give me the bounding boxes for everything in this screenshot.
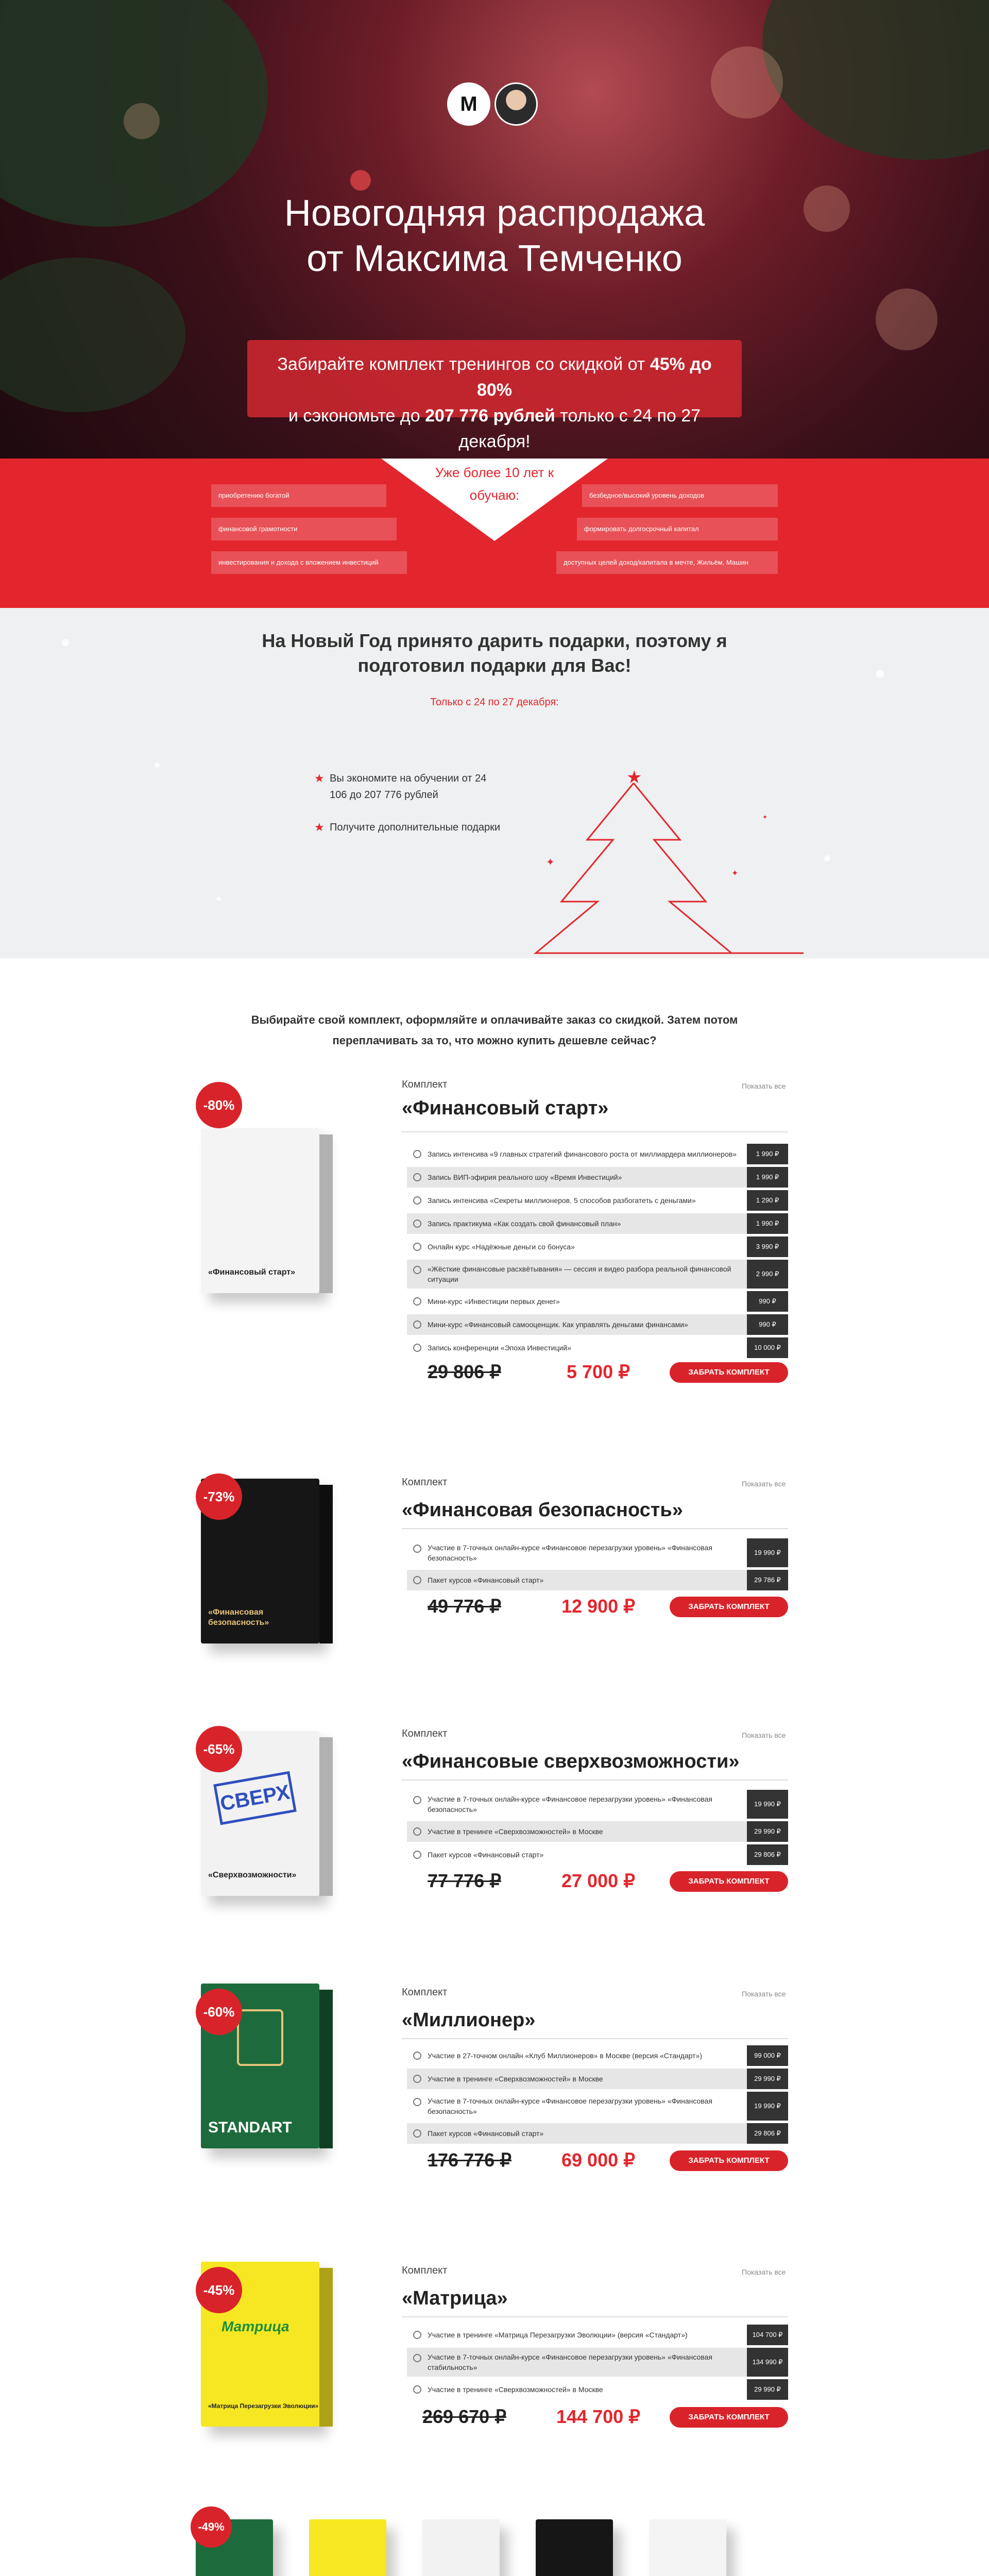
price-cell: 104 700 ₽ bbox=[747, 2325, 788, 2345]
info-icon bbox=[413, 2354, 421, 2362]
info-icon bbox=[413, 2098, 421, 2106]
price-cell: 29 786 ₽ bbox=[747, 1570, 788, 1590]
offer-text: только с 24 по 27 декабря! bbox=[458, 406, 701, 451]
offer-text: Забирайте комплект тренингов со скидкой от bbox=[277, 354, 650, 374]
ornament-ball bbox=[350, 170, 371, 191]
list-item bbox=[407, 2348, 747, 2377]
logo[interactable]: M bbox=[447, 82, 490, 126]
show-all-link[interactable]: Показать все bbox=[742, 1731, 786, 1739]
discount-badge: -45% bbox=[196, 2267, 242, 2313]
kit-label: Комплект bbox=[402, 2265, 448, 2276]
info-icon bbox=[413, 1219, 421, 1228]
product-box bbox=[649, 2519, 726, 2576]
new-price: 69 000 ₽ bbox=[561, 2149, 636, 2171]
list-item-text: Запись интенсива «Секреты миллионеров. 5 способов разбогатеть с деньгами» bbox=[428, 1196, 696, 1205]
info-icon bbox=[413, 1150, 421, 1158]
kit-label: Комплект bbox=[402, 1079, 448, 1090]
gift-text: Получите дополнительные подарки bbox=[330, 822, 501, 833]
box-label: «Финансовая безопасность» bbox=[208, 1608, 269, 1627]
svg-text:★: ★ bbox=[626, 768, 642, 787]
list-item-text: Запись практикума «Как создать свой финансовый план» bbox=[428, 1219, 621, 1228]
skill-tag: финансовой грамотности bbox=[211, 518, 397, 540]
list-item bbox=[407, 1260, 747, 1289]
star-icon: ★ bbox=[314, 821, 325, 834]
list-item bbox=[407, 1144, 747, 1164]
snowflake bbox=[155, 762, 160, 768]
price-cell: 29 806 ₽ bbox=[747, 1844, 788, 1865]
list-item bbox=[407, 1291, 747, 1312]
list-item bbox=[407, 1167, 747, 1188]
skill-tag: формировать долгосрочный капитал bbox=[577, 518, 778, 540]
bokeh-light bbox=[876, 289, 937, 350]
title-line: Новогодняя распродажа bbox=[284, 193, 705, 234]
list-item bbox=[407, 1538, 747, 1567]
box-label: «Сверхвозможности» bbox=[208, 1871, 297, 1879]
product-box bbox=[201, 1128, 319, 1293]
experience-text: Уже более 10 лет к обучаю: bbox=[435, 465, 554, 503]
svg-text:✦: ✦ bbox=[546, 857, 555, 868]
info-icon bbox=[413, 1196, 421, 1205]
list-item-text: «Жёсткие финансовые расхвётывания» — сессия и видео разбора реальной финансовой ситуации bbox=[428, 1265, 731, 1283]
christmas-tree-icon bbox=[515, 762, 824, 963]
svg-text:✦: ✦ bbox=[762, 814, 768, 821]
list-item bbox=[407, 1337, 747, 1358]
list-item-text: Запись ВИП-эфирия реального шоу «Время Инвестиций» bbox=[428, 1173, 622, 1181]
take-kit-button[interactable]: ЗАБРАТЬ КОМПЛЕКТ bbox=[670, 2150, 788, 2171]
list-item-text: Участие в тренинге «Сверхвозможностей» в Москве bbox=[428, 2385, 603, 2394]
divider bbox=[402, 1131, 788, 1132]
bokeh-light bbox=[711, 46, 783, 118]
kits-intro: Выбирайте свой комплект, оформляйте и оплачивайте заказ со скидкой. Затем потом переплачивать за то, что можно купить дешевле сейчас? bbox=[251, 1013, 738, 1047]
list-item-text: Запись интенсива «9 главных стратегий финансового роста от миллиардера миллионеров» bbox=[428, 1150, 737, 1158]
skill-tag: приобретению богатой bbox=[211, 484, 386, 507]
list-item bbox=[407, 1190, 747, 1211]
star-icon: ★ bbox=[314, 772, 325, 785]
list-item-text: Мини-курс «Инвестиции первых денег» bbox=[428, 1297, 560, 1306]
new-price: 5 700 ₽ bbox=[567, 1361, 630, 1382]
list-item-text: Участие в тренинге «Сверхвозможностей» в Москве bbox=[428, 2075, 603, 2083]
divider bbox=[402, 2038, 788, 2039]
tree-branch bbox=[762, 0, 989, 160]
kit-name: «Миллионер» bbox=[402, 2009, 536, 2031]
list-item bbox=[407, 1570, 747, 1590]
price-cell: 1 990 ₽ bbox=[747, 1213, 788, 1234]
gift-text: Вы экономите на обучении от 24 106 до 207 776 рублей bbox=[330, 773, 487, 801]
take-kit-button[interactable]: ЗАБРАТЬ КОМПЛЕКТ bbox=[670, 1597, 788, 1617]
tree-branch bbox=[0, 258, 185, 412]
crest-icon bbox=[237, 2009, 283, 2066]
gifts-date: Только с 24 по 27 декабря: bbox=[430, 697, 559, 708]
list-item bbox=[407, 2325, 747, 2345]
list-item bbox=[407, 2379, 747, 2400]
price-cell: 19 990 ₽ bbox=[747, 1538, 788, 1567]
snowflake bbox=[216, 896, 221, 901]
list-item-text: Запись конференции «Эпоха Инвестиций» bbox=[428, 1344, 571, 1352]
price-cell: 29 806 ₽ bbox=[747, 2123, 788, 2144]
page-title bbox=[185, 191, 804, 281]
kit-name: «Финансовые сверхвозможности» bbox=[402, 1751, 740, 1772]
info-icon bbox=[413, 1173, 421, 1181]
kit-name: «Матрица» bbox=[402, 2287, 508, 2309]
skill-tag: доступных целей доход/капитала в мечте, Жильём, Машин bbox=[556, 551, 778, 574]
offer-discount: 45% до 80% bbox=[476, 354, 712, 400]
title-line: от Максима Темченко bbox=[306, 238, 683, 279]
divider bbox=[402, 2316, 788, 2317]
price-cell: 134 990 ₽ bbox=[747, 2348, 788, 2377]
price-cell: 990 ₽ bbox=[747, 1291, 788, 1312]
divider bbox=[402, 1780, 788, 1781]
list-item-text: Участие в 7-точных онлайн-курсе «Финансовое перезагрузки уровень» «Финансовая стабильность» bbox=[428, 2353, 712, 2371]
price-cell: 29 990 ₽ bbox=[747, 2069, 788, 2089]
info-icon bbox=[413, 1851, 421, 1859]
new-price: 144 700 ₽ bbox=[556, 2406, 641, 2427]
list-item-text: Участие в 7-точных онлайн-курсе «Финансовое перезагрузки уровень» «Финансовая безопасность» bbox=[428, 1795, 712, 1814]
discount-badge: -49% bbox=[191, 2506, 232, 2548]
box-label: «Финансовый старт» bbox=[208, 1268, 295, 1277]
svg-text:✦: ✦ bbox=[731, 869, 739, 878]
info-icon bbox=[413, 1576, 421, 1584]
kit-label: Комплект bbox=[402, 1728, 448, 1739]
skill-tag: безбедное/высокий уровень доходов bbox=[582, 484, 778, 507]
stamp-icon: СВЕРХ bbox=[213, 1771, 297, 1825]
bokeh-light bbox=[804, 185, 850, 232]
list-item bbox=[407, 1314, 747, 1335]
price-cell: 990 ₽ bbox=[747, 1314, 788, 1335]
info-icon bbox=[413, 2331, 421, 2339]
kit-name: «Финансовая безопасность» bbox=[402, 1499, 683, 1521]
snowflake bbox=[824, 855, 830, 861]
kit-name: «Финансовый старт» bbox=[402, 1097, 609, 1119]
info-icon bbox=[413, 1545, 421, 1553]
list-item bbox=[407, 2069, 747, 2089]
info-icon bbox=[413, 1243, 421, 1251]
discount-badge: -80% bbox=[196, 1082, 242, 1128]
list-item-text: Участие в тренинге «Матрица Перезагрузки Эволюции» (версия «Стандарт») bbox=[428, 2331, 688, 2339]
info-icon bbox=[413, 1297, 421, 1306]
price-cell: 19 990 ₽ bbox=[747, 2092, 788, 2121]
product-box bbox=[536, 2519, 613, 2576]
offer-text: и сэкономьте до bbox=[288, 406, 425, 426]
info-icon bbox=[413, 1320, 421, 1329]
snowflake bbox=[876, 670, 884, 678]
snowflake bbox=[62, 639, 69, 646]
old-price: 176 776 ₽ bbox=[428, 2149, 512, 2171]
divider bbox=[402, 1528, 788, 1529]
list-item-text: Участие в тренинге «Сверхвозможностей» в Москве bbox=[428, 1827, 603, 1836]
discount-badge: -73% bbox=[196, 1473, 242, 1520]
take-kit-button[interactable]: ЗАБРАТЬ КОМПЛЕКТ bbox=[670, 2407, 788, 2428]
take-kit-button[interactable]: ЗАБРАТЬ КОМПЛЕКТ bbox=[670, 1871, 788, 1892]
offer-savings: 207 776 рублей bbox=[425, 406, 555, 426]
new-price: 12 900 ₽ bbox=[561, 1596, 636, 1617]
old-price: 49 776 ₽ bbox=[428, 1596, 502, 1617]
info-icon bbox=[413, 2052, 421, 2060]
info-icon bbox=[413, 1344, 421, 1352]
info-icon bbox=[413, 2385, 421, 2394]
kit-label: Комплект bbox=[402, 1987, 448, 1998]
list-item-text: Онлайн курс «Надёжные деньги со бонуса» bbox=[428, 1243, 575, 1251]
price-cell: 29 990 ₽ bbox=[747, 2379, 788, 2400]
price-cell: 99 000 ₽ bbox=[747, 2045, 788, 2066]
list-item-text: Участие в 7-точных онлайн-курсе «Финансовое перезагрузки уровень» «Финансовая безопасность» bbox=[428, 2097, 712, 2115]
list-item-text: Пакет курсов «Финансовый старт» bbox=[428, 1576, 544, 1584]
box-logo: Матрица bbox=[221, 2318, 289, 2334]
new-price: 27 000 ₽ bbox=[561, 1870, 636, 1891]
offer-box bbox=[247, 340, 742, 451]
price-cell: 2 990 ₽ bbox=[747, 1260, 788, 1289]
info-icon bbox=[413, 1266, 421, 1274]
info-icon bbox=[413, 1827, 421, 1836]
price-cell: 1 290 ₽ bbox=[747, 1190, 788, 1211]
list-item bbox=[407, 2045, 747, 2066]
bokeh-light bbox=[124, 103, 160, 139]
skill-tag: инвестирования и дохода с вложением инвестиций bbox=[211, 551, 407, 574]
take-kit-button[interactable]: ЗАБРАТЬ КОМПЛЕКТ bbox=[670, 1362, 788, 1383]
discount-badge: -60% bbox=[196, 1989, 242, 2035]
info-icon bbox=[413, 2129, 421, 2138]
list-item-text: Мини-курс «Финансовый самооценщик. Как управлять деньгами финансами» bbox=[428, 1320, 688, 1329]
old-price: 269 670 ₽ bbox=[422, 2406, 507, 2427]
product-box bbox=[309, 2519, 386, 2576]
kit-label: Комплект bbox=[402, 1477, 448, 1488]
list-item-text: Участие в 27-точном онлайн «Клуб Миллионеров» в Москве (версия «Стандарт») bbox=[428, 2052, 703, 2060]
price-cell: 3 990 ₽ bbox=[747, 1236, 788, 1257]
box-label: STANDART bbox=[208, 2119, 292, 2136]
price-cell: 1 990 ₽ bbox=[747, 1167, 788, 1188]
show-all-link[interactable]: Показать все bbox=[742, 1082, 786, 1090]
show-all-link[interactable]: Показать все bbox=[742, 1990, 786, 1998]
list-item bbox=[407, 1844, 747, 1865]
list-item-text: Пакет курсов «Финансовый старт» bbox=[428, 1851, 544, 1859]
info-icon bbox=[413, 2075, 421, 2083]
list-item bbox=[407, 1821, 747, 1842]
price-cell: 19 990 ₽ bbox=[747, 1790, 788, 1819]
show-all-link[interactable]: Показать все bbox=[742, 1480, 786, 1488]
list-item bbox=[407, 1790, 747, 1819]
box-label: «Матрица Перезагрузки Эволюции» bbox=[208, 2402, 319, 2410]
list-item bbox=[407, 2092, 747, 2121]
price-cell: 1 990 ₽ bbox=[747, 1144, 788, 1164]
product-box bbox=[422, 2519, 500, 2576]
gifts-title: На Новый Год принято дарить подарки, поэтому я подготовил подарки для Вас! bbox=[262, 630, 727, 676]
list-item bbox=[407, 1213, 747, 1234]
info-icon bbox=[413, 1796, 421, 1804]
price-cell: 10 000 ₽ bbox=[747, 1337, 788, 1358]
gift-item bbox=[314, 770, 494, 803]
price-cell: 29 990 ₽ bbox=[747, 1821, 788, 1842]
old-price: 29 806 ₽ bbox=[428, 1361, 502, 1382]
show-all-link[interactable]: Показать все bbox=[742, 2268, 786, 2276]
old-price: 77 776 ₽ bbox=[428, 1870, 502, 1891]
list-item-text: Пакет курсов «Финансовый старт» bbox=[428, 2129, 544, 2138]
avatar bbox=[494, 82, 538, 126]
list-item bbox=[407, 2123, 747, 2144]
list-item bbox=[407, 1236, 747, 1257]
list-item-text: Участие в 7-точных онлайн-курсе «Финансовое перезагрузки уровень» «Финансовая безопасность» bbox=[428, 1544, 712, 1562]
discount-badge: -65% bbox=[196, 1726, 242, 1772]
